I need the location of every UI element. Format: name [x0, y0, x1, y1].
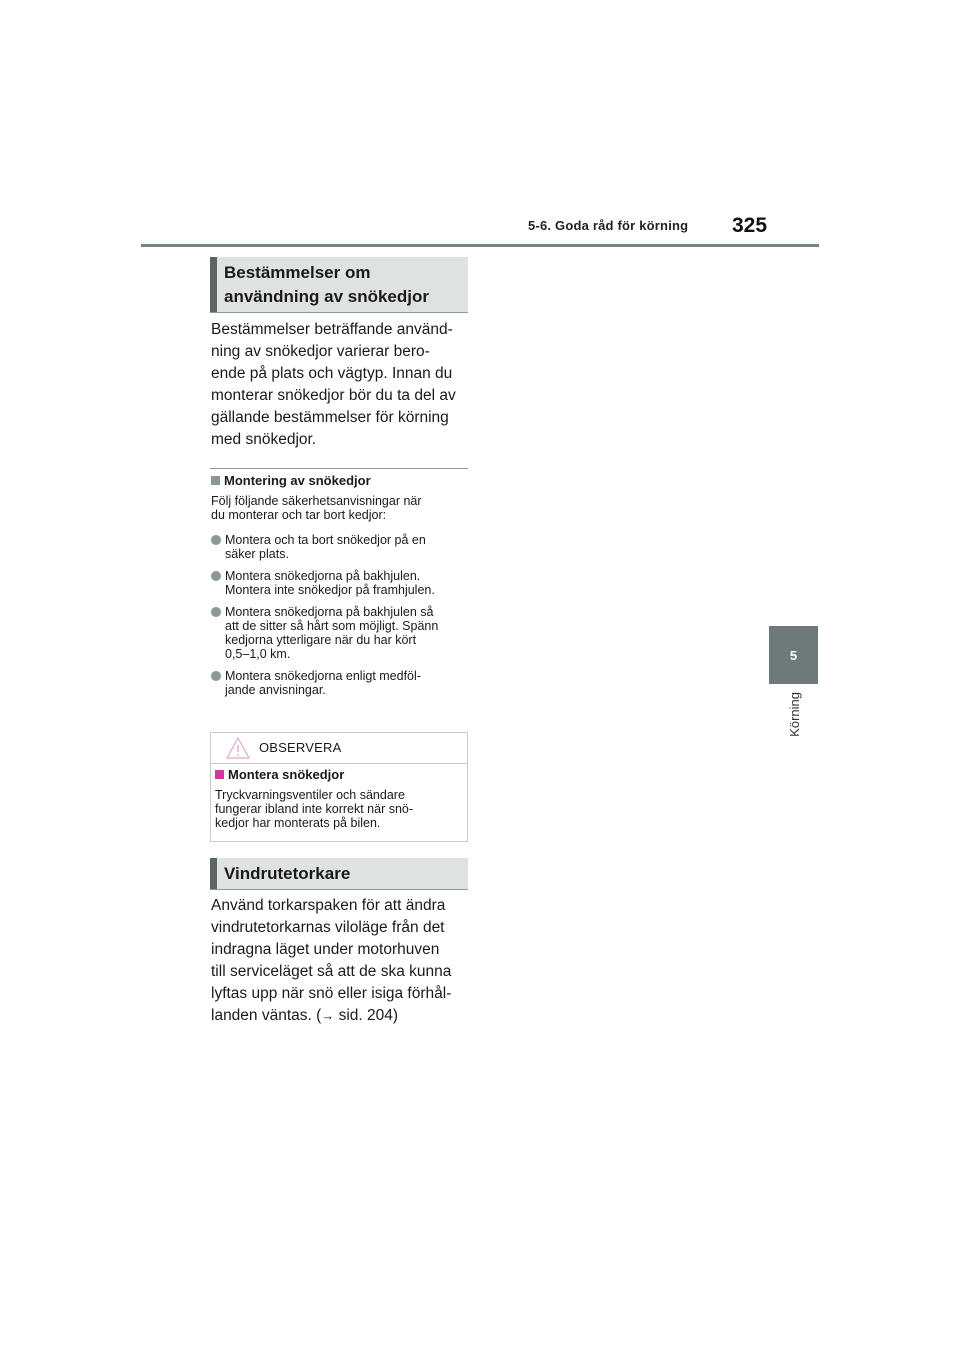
bullet-line: 0,5–1,0 km.	[225, 647, 291, 661]
paragraph-line	[211, 1005, 471, 1027]
bullet-line: Montera och ta bort snökedjor på en	[225, 533, 426, 547]
bullet-line: Montera inte snökedjor på framhjulen.	[225, 583, 435, 597]
notice-box	[210, 732, 468, 842]
notice-line: kedjor har monterats på bilen.	[215, 816, 381, 830]
paragraph-line: lyftas upp när snö eller isiga förhål-	[211, 985, 452, 1002]
round-bullet-icon	[211, 671, 221, 681]
list-item	[211, 569, 473, 597]
subsection-rule	[210, 468, 468, 469]
paragraph-line: Använd torkarspaken för att ändra	[211, 897, 446, 914]
paragraph-line: till serviceläget så att de ska kunna	[211, 963, 452, 980]
round-bullet-icon	[211, 535, 221, 545]
wiper-paragraph	[211, 895, 471, 1027]
round-bullet-icon	[211, 571, 221, 581]
paragraph-line: med snökedjor.	[211, 431, 317, 448]
intro-line: du monterar och tar bort kedjor:	[211, 508, 387, 522]
paragraph-line: ning av snökedjor varierar bero-	[211, 343, 430, 360]
paragraph-line: vindrutetorkarnas viloläge från det	[211, 919, 445, 936]
arrow-right-icon: →	[321, 1008, 335, 1023]
bullet-line: kedjorna ytterligare när du har kört	[225, 633, 417, 647]
chapter-number: 5	[789, 647, 798, 663]
paragraph-line: monterar snökedjor bör du ta del av	[211, 387, 456, 404]
bullet-line: Montera snökedjorna på bakhjulen.	[225, 569, 421, 583]
paragraph-line: ende på plats och vägtyp. Innan du	[211, 365, 453, 382]
snow-chain-rules-heading	[210, 257, 468, 313]
mounting-heading-text: Montering av snökedjor	[224, 473, 371, 488]
paragraph-line: indragna läget under motorhuven	[211, 941, 440, 958]
notice-line: fungerar ibland inte korrekt när snö-	[215, 802, 414, 816]
round-bullet-icon	[211, 607, 221, 617]
square-bullet-icon	[215, 770, 224, 779]
list-item	[211, 669, 473, 697]
heading-line: Vindrutetorkare	[224, 864, 351, 883]
heading-line: Bestämmelser om	[224, 263, 371, 282]
paragraph-line: gällande bestämmelser för körning	[211, 409, 449, 426]
header-rule	[141, 244, 819, 247]
warning-triangle-icon	[225, 736, 251, 760]
notice-heading-text: Montera snökedjor	[228, 767, 345, 782]
page-number: 325	[732, 214, 768, 237]
bullet-line: Montera snökedjorna på bakhjulen så	[225, 605, 434, 619]
notice-header	[211, 733, 467, 764]
heading-line: användning av snökedjor	[224, 287, 429, 306]
page-reference-link[interactable]: sid. 204)	[334, 1007, 399, 1024]
bullet-line: att de sitter så hårt som möjligt. Spänn	[225, 619, 439, 633]
bullet-line: jande anvisningar.	[225, 683, 326, 697]
bullet-line: säker plats.	[225, 547, 289, 561]
section-title: 5-6. Goda råd för körning	[528, 218, 689, 233]
notice-heading	[215, 767, 344, 782]
notice-text	[215, 788, 465, 830]
bullet-line: Montera snökedjorna enligt medföl-	[225, 669, 421, 683]
wiper-heading	[210, 858, 468, 890]
intro-line: Följ följande säkerhetsanvisningar när	[211, 494, 422, 508]
mounting-heading	[211, 473, 469, 488]
chapter-label-text: Körning	[786, 692, 802, 737]
notice-title: OBSERVERA	[259, 740, 342, 755]
notice-line: Tryckvarningsventiler och sändare	[215, 788, 405, 802]
snow-chain-rules-paragraph	[211, 319, 471, 451]
chapter-tab[interactable]	[769, 626, 818, 684]
mounting-bullet-list	[211, 533, 473, 705]
list-item	[211, 533, 473, 561]
square-bullet-icon	[211, 476, 220, 485]
chapter-label	[770, 692, 818, 752]
paragraph-line: Bestämmelser beträffande använd-	[211, 321, 453, 338]
list-item	[211, 605, 473, 661]
line-prefix: landen väntas. (	[211, 1007, 322, 1024]
mounting-intro	[211, 494, 473, 522]
